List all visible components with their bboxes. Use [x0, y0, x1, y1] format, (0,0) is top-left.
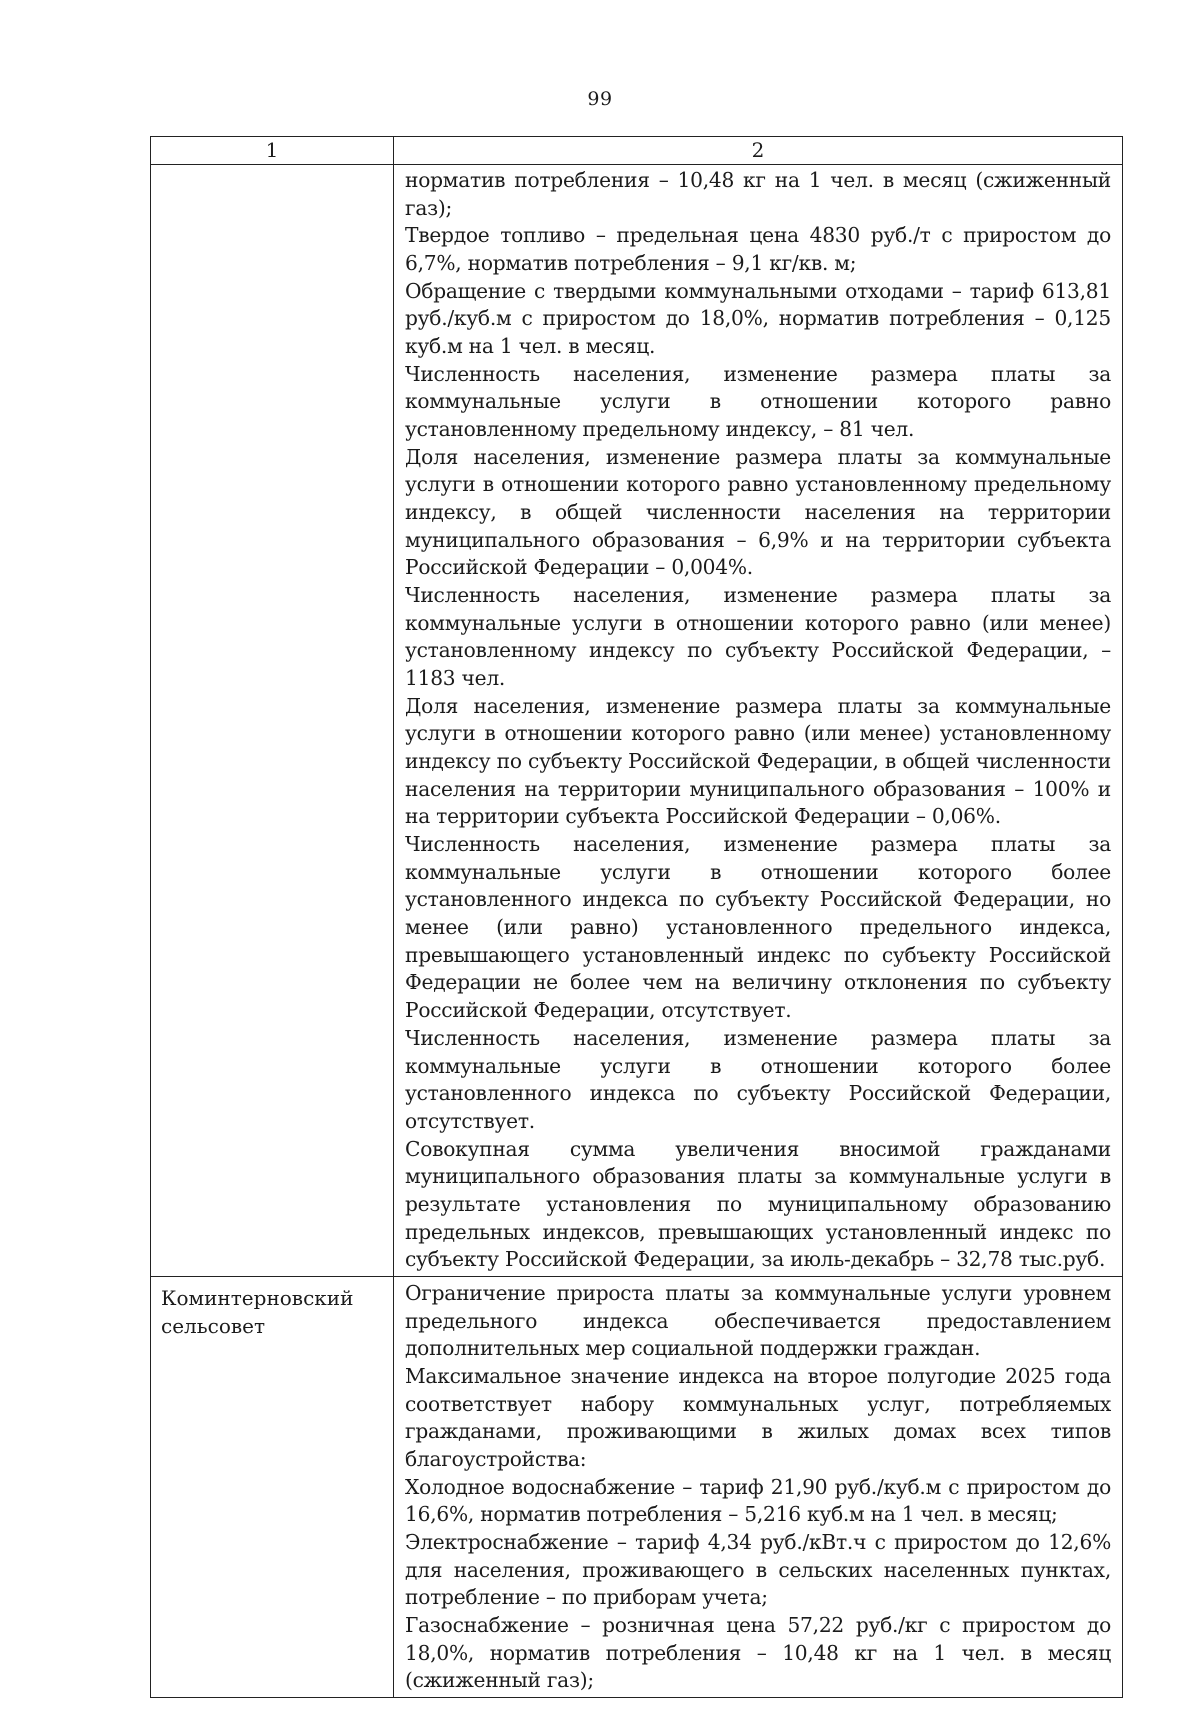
municipality-cell [151, 165, 394, 1277]
paragraph: Совокупная сумма увеличения вносимой гражданами муниципального образования платы за коммунальные услуги в результате установления по муниципальному образованию предельных индексов, превышающих установленный индекс по субъекту Российской Федерации, за июль-декабрь – 32,78 тыс.руб. [405, 1136, 1111, 1272]
table-row [151, 1276, 1123, 1697]
paragraph: Численность населения, изменение размера платы за коммунальные услуги в отношении которого равно (или менее) установленному индексу по субъекту Российской Федерации, – 1183 чел. [405, 583, 1111, 691]
paragraph: Обращение с твердыми коммунальными отходами – тариф 613,81 руб./куб.м с приростом до 18,0%, норматив потребления – 0,125 куб.м на 1 чел. в месяц. [405, 278, 1111, 359]
page-number: 99 [587, 88, 613, 110]
paragraph: Доля населения, изменение размера платы за коммунальные услуги в отношении которого равно установленному предельному индексу, в общей численности населения на территории муниципального образования – 6,9% и на территории субъекта Российской Федерации – 0,004%. [405, 444, 1111, 580]
paragraph: Электроснабжение – тариф 4,34 руб./кВт.ч с приростом до 12,6% для населения, проживающего в сельских населенных пунктах, потребление – по приборам учета; [405, 1529, 1111, 1610]
paragraph: Газоснабжение – розничная цена 57,22 руб./кг с приростом до 18,0%, норматив потребления – 10,48 кг на 1 чел. в месяц (сжиженный газ); [405, 1612, 1111, 1693]
paragraph: Максимальное значение индекса на второе полугодие 2025 года соответствует набору коммунальных услуг, потребляемых гражданами, проживающими в жилых домах всех типов благоустройства: [405, 1363, 1111, 1471]
table-row [151, 165, 1123, 1277]
paragraph: Численность населения, изменение размера платы за коммунальные услуги в отношении которого более установленного индекса по субъекту Российской Федерации, но менее (или равно) установленного предельного индекса, превышающего установленный индекс по субъекту Российской Федерации не более чем на величину отклонения по субъекту Российской Федерации, отсутствует. [405, 832, 1111, 1023]
paragraph: Численность населения, изменение размера платы за коммунальные услуги в отношении которого равно установленному предельному индексу, – 81 чел. [405, 361, 1111, 442]
municipality-cell: Коминтерновский сельсовет [151, 1276, 394, 1697]
description-cell [394, 1276, 1123, 1697]
paragraph: Доля населения, изменение размера платы за коммунальные услуги в отношении которого равно (или менее) установленному индексу по субъекту Российской Федерации, в общей численности населения на территории муниципального образования – 100% и на территории субъекта Российской Федерации – 0,06%. [405, 693, 1111, 829]
document-table [150, 136, 1123, 1698]
paragraph: норматив потребления – 10,48 кг на 1 чел. в месяц (сжиженный газ); [405, 168, 1111, 220]
description-cell [394, 165, 1123, 1277]
paragraph: Твердое топливо – предельная цена 4830 руб./т с приростом до 6,7%, норматив потребления – 9,1 кг/кв. м; [405, 223, 1111, 276]
paragraph: Ограничение прироста платы за коммунальные услуги уровнем предельного индекса обеспечивается предоставлением дополнительных мер социальной поддержки граждан. [405, 1280, 1111, 1361]
paragraph: Холодное водоснабжение – тариф 21,90 руб./куб.м с приростом до 16,6%, норматив потребления – 5,216 куб.м на 1 чел. в месяц; [405, 1474, 1111, 1527]
paragraph: Численность населения, изменение размера платы за коммунальные услуги в отношении которого более установленного индекса по субъекту Российской Федерации, отсутствует. [405, 1025, 1111, 1133]
column-header-1: 1 [151, 137, 394, 165]
column-header-2: 2 [394, 137, 1123, 165]
table-header-row [151, 137, 1123, 165]
